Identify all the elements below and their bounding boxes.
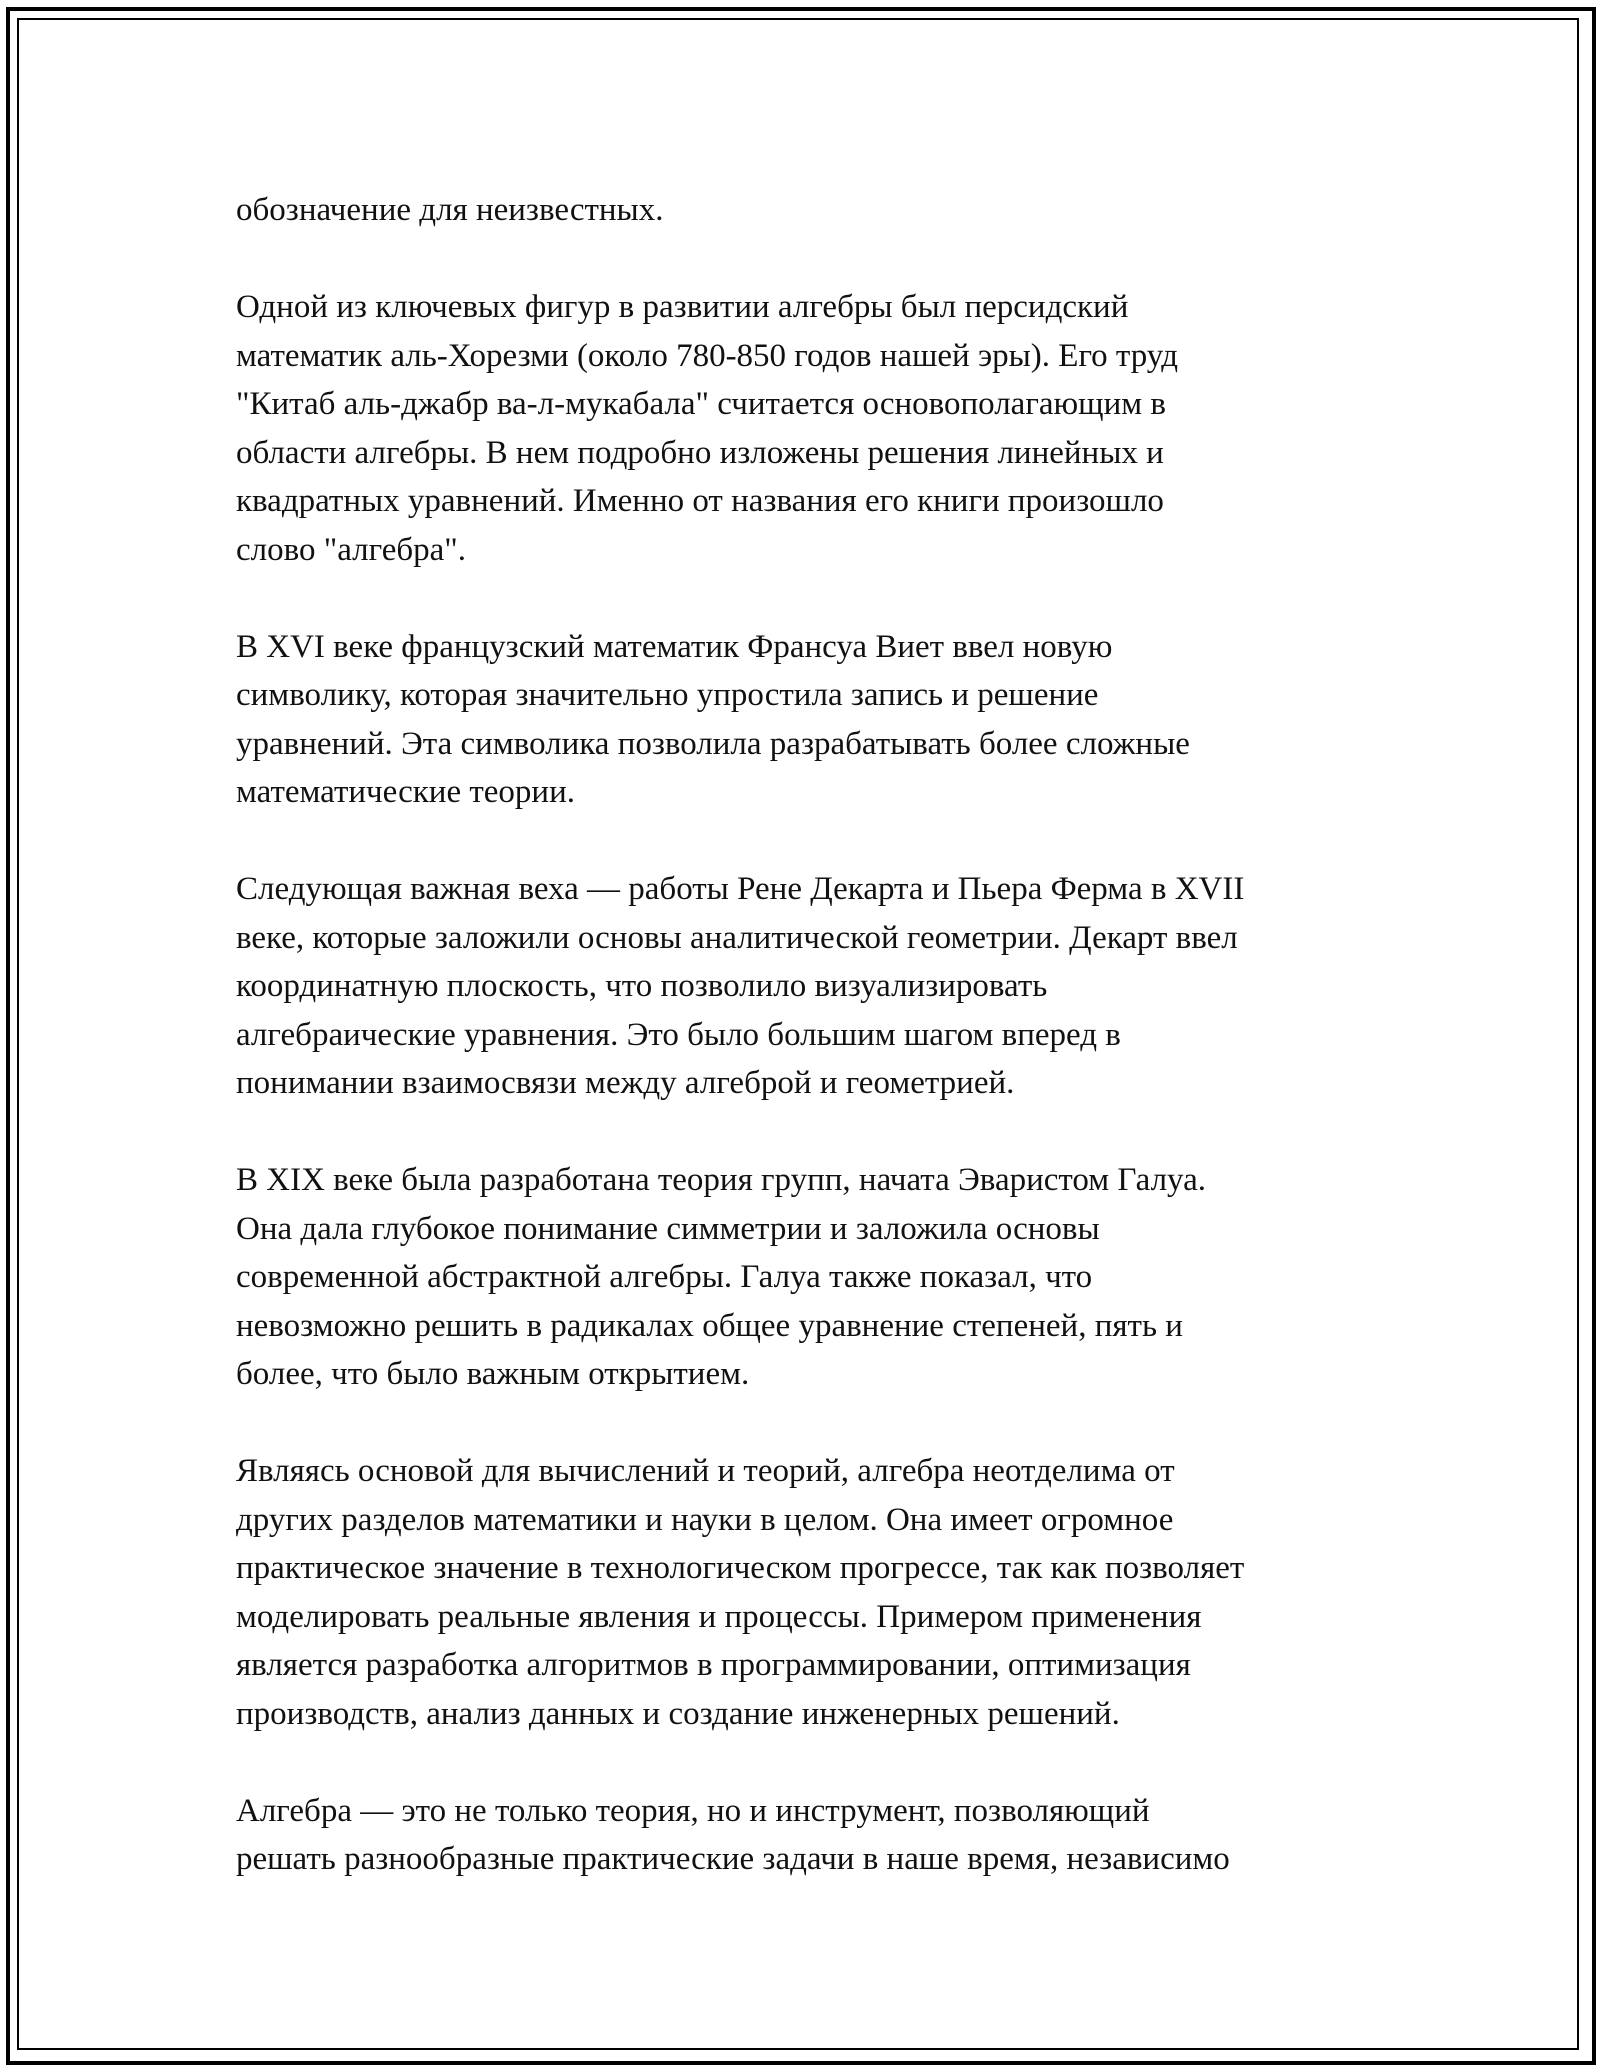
text-line: Следующая важная веха — работы Рене Декарта и Пьера Ферма в XVII (236, 871, 1245, 907)
text-line: уравнений. Эта символика позволила разрабатывать более сложные (236, 725, 1190, 762)
text-line: является разработка алгоритмов в программировании, оптимизация (236, 1647, 1191, 1683)
paragraph-5 (236, 1156, 1386, 1399)
text-line: В XIX веке была разработана теория групп, начата Эваристом Галуа. (236, 1162, 1207, 1198)
text-line: символику, которая значительно упростила запись и решение (236, 677, 1099, 713)
text-line: веке, которые заложили основы аналитической геометрии. Декарт ввел (236, 919, 1238, 956)
text-line: области алгебры. В нем подробно изложены решения линейных и (236, 434, 1164, 471)
text-line: практическое значение в технологическом прогрессе, так как позволяет (236, 1550, 1245, 1586)
text-line: Она дала глубокое понимание симметрии и заложила основы (236, 1210, 1100, 1247)
text-line: "Китаб аль-джабр ва-л-мукабала" считается основополагающим в (236, 386, 1166, 422)
text-line: обозначение для неизвестных. (236, 192, 664, 228)
text-line: математические теории. (236, 774, 575, 810)
text-line: невозможно решить в радикалах общее уравнение степеней, пять и (236, 1307, 1183, 1344)
text-line: более, что было важным открытием. (236, 1356, 750, 1392)
paragraph-1 (236, 186, 1386, 235)
text-line: других разделов математики и науки в целом. Она имеет огромное (236, 1501, 1174, 1538)
text-line: слово "алгебра". (236, 531, 467, 568)
text-line: алгебраические уравнения. Это было большим шагом вперед в (236, 1016, 1121, 1053)
text-line: современной абстрактной алгебры. Галуа также показал, что (236, 1259, 1093, 1295)
text-line: Одной из ключевых фигур в развитии алгебры был персидский (236, 289, 1129, 325)
paragraph-6 (236, 1447, 1386, 1738)
text-line: решать разнообразные практические задачи в наше время, независимо (236, 1841, 1230, 1877)
paragraph-3 (236, 623, 1386, 817)
text-line: понимании взаимосвязи между алгеброй и геометрией. (236, 1065, 1015, 1101)
paragraph-7 (236, 1787, 1386, 1884)
text-line: Являясь основой для вычислений и теорий, алгебра неотделима от (236, 1453, 1175, 1489)
text-line: математик аль-Хорезми (около 780-850 годов нашей эры). Его труд (236, 337, 1179, 374)
paragraph-2 (236, 283, 1386, 574)
text-line: квадратных уравнений. Именно от названия его книги произошло (236, 483, 1164, 519)
paragraph-4 (236, 865, 1386, 1108)
text-line: Алгебра — это не только теория, но и инструмент, позволяющий (236, 1792, 1150, 1829)
text-line: производств, анализ данных и создание инженерных решений. (236, 1695, 1120, 1732)
text-line: моделировать реальные явления и процессы. Примером применения (236, 1598, 1202, 1635)
text-line: координатную плоскость, что позволило визуализировать (236, 968, 1048, 1004)
text-line: В XVI веке французский математик Франсуа Виет ввел новую (236, 628, 1113, 665)
document-body (236, 186, 1386, 1932)
